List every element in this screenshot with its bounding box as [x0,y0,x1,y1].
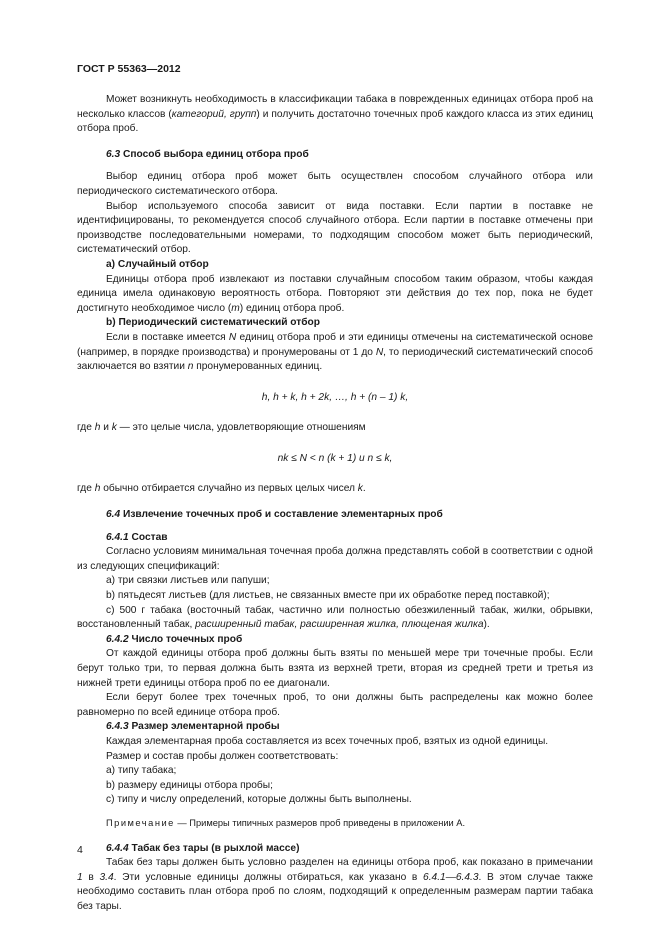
section-6-4-2-paragraph-2: Если берут более трех точечных проб, то они должны быть распределены как можно более равномерно по всей единице отбора проб. [77,692,593,718]
formula-2-explanation: где h обычно отбирается случайно из первых целых чисел k. [77,483,366,495]
document-code-header: ГОСТ Р 55363—2012 [77,63,181,75]
section-6-4-4-heading: 6.4.4 Табак без тары (в рыхлой массе) [106,842,300,854]
section-6-4-2-paragraph-1: От каждой единицы отбора проб должны быть взяты по меньшей мере три точечные пробы. Если берут только три, то первая должна быть взята из верхней трети, вторая из средней трети и третья из нижней трети единицы отбора проб по ее диагонали. [77,648,593,689]
random-selection-heading: а) Случайный отбор [106,258,209,270]
section-6-4-3-paragraph-2: Размер и состав пробы должен соответствовать: [106,750,339,762]
section-6-3-paragraph-2: Выбор используемого способа зависит от вида поставки. Если партии в поставке не идентифицированы, то рекомендуется способ случайного отбора. Если партии в поставке отмечены при производстве последовательными номерами, то подходящим способом может быть периодический, систематический отбор. [77,200,593,256]
formula-sequence: h, h + k, h + 2k, …, h + (n – 1) k, [261,391,409,403]
note-label: Примечание [106,817,175,828]
section-6-4-1-heading: 6.4.1 Состав [106,531,168,543]
page-number: 4 [77,844,83,856]
note: Примечание — Примеры типичных размеров проб приведены в приложении А. [106,817,466,828]
section-6-4-3-paragraph-1: Каждая элементарная проба составляется из всех точечных проб, взятых из одной единицы. [106,735,549,747]
size-item-a: а) типу табака; [106,765,177,777]
section-6-4-2-heading: 6.4.2 Число точечных проб [106,633,243,645]
intro-paragraph: Может возникнуть необходимость в классификации табака в поврежденных единицах отбора проб на несколько классов (категорий, групп) и получить достаточно точечных проб каждого класса из этих единиц отбора проб. [77,94,593,135]
size-item-b: b) размеру единицы отбора пробы; [106,779,273,791]
section-6-4-1-paragraph: Согласно условиям минимальная точечная проба должна представлять собой в соответствии с одной из следующих спецификаций: [77,546,593,572]
systematic-selection-heading: b) Периодический систематический отбор [106,317,321,329]
section-6-4-heading: 6.4 Извлечение точечных проб и составление элементарных проб [106,509,443,521]
spec-item-c: с) 500 г табака (восточный табак, частично или полностью обезжиленный табак, жилки, обрывки, восстановленный табак, расширенный табак, расширенная жилка, плющеная жилка). [77,604,593,631]
document-body [77,93,593,915]
formula-1-explanation: где h и k — это целые числа, удовлетворяющие отношениям [77,422,366,434]
formula-inequality: nk ≤ N < n (k + 1) и n ≤ k, [277,452,393,464]
section-6-4-3-heading: 6.4.3 Размер элементарной пробы [106,721,280,733]
section-6-3-heading: 6.3 Способ выбора единиц отбора проб [106,148,309,160]
random-selection-paragraph: Единицы отбора проб извлекают из поставки случайным способом таким образом, чтобы каждая единица имела одинаковую вероятность отбора. Повторяют эти действия до тех пор, пока не будет достигнуто необходимое число (m) единиц отбора проб. [77,273,593,314]
spec-item-b: b) пятьдесят листьев (для листьев, не связанных вместе при их обработке перед поставкой); [106,590,550,602]
section-6-4-4-paragraph: Табак без тары должен быть условно разделен на единицы отбора проб, как показано в примечании 1 в 3.4. Эти условные единицы должны отбираться, как указано в 6.4.1—6.4.3. В этом случае также необходимо составить план отбора проб по слоям, подходящий к определенным размерам партии табака без тары. [77,857,594,912]
spec-item-a: а) три связки листьев или папуши; [106,575,270,587]
systematic-selection-paragraph: Если в поставке имеется N единиц отбора проб и эти единицы отмечены на систематической основе (например, в порядке производства) и пронумерованы от 1 до N, то периодический систематический способ заключается во взятии n пронумерованных единиц. [77,331,593,373]
section-6-3-paragraph-1: Выбор единиц отбора проб может быть осуществлен способом случайного отбора или периодического систематического отбора. [77,171,593,197]
size-item-c: с) типу и числу определений, которые должны быть выполнены. [106,794,412,806]
